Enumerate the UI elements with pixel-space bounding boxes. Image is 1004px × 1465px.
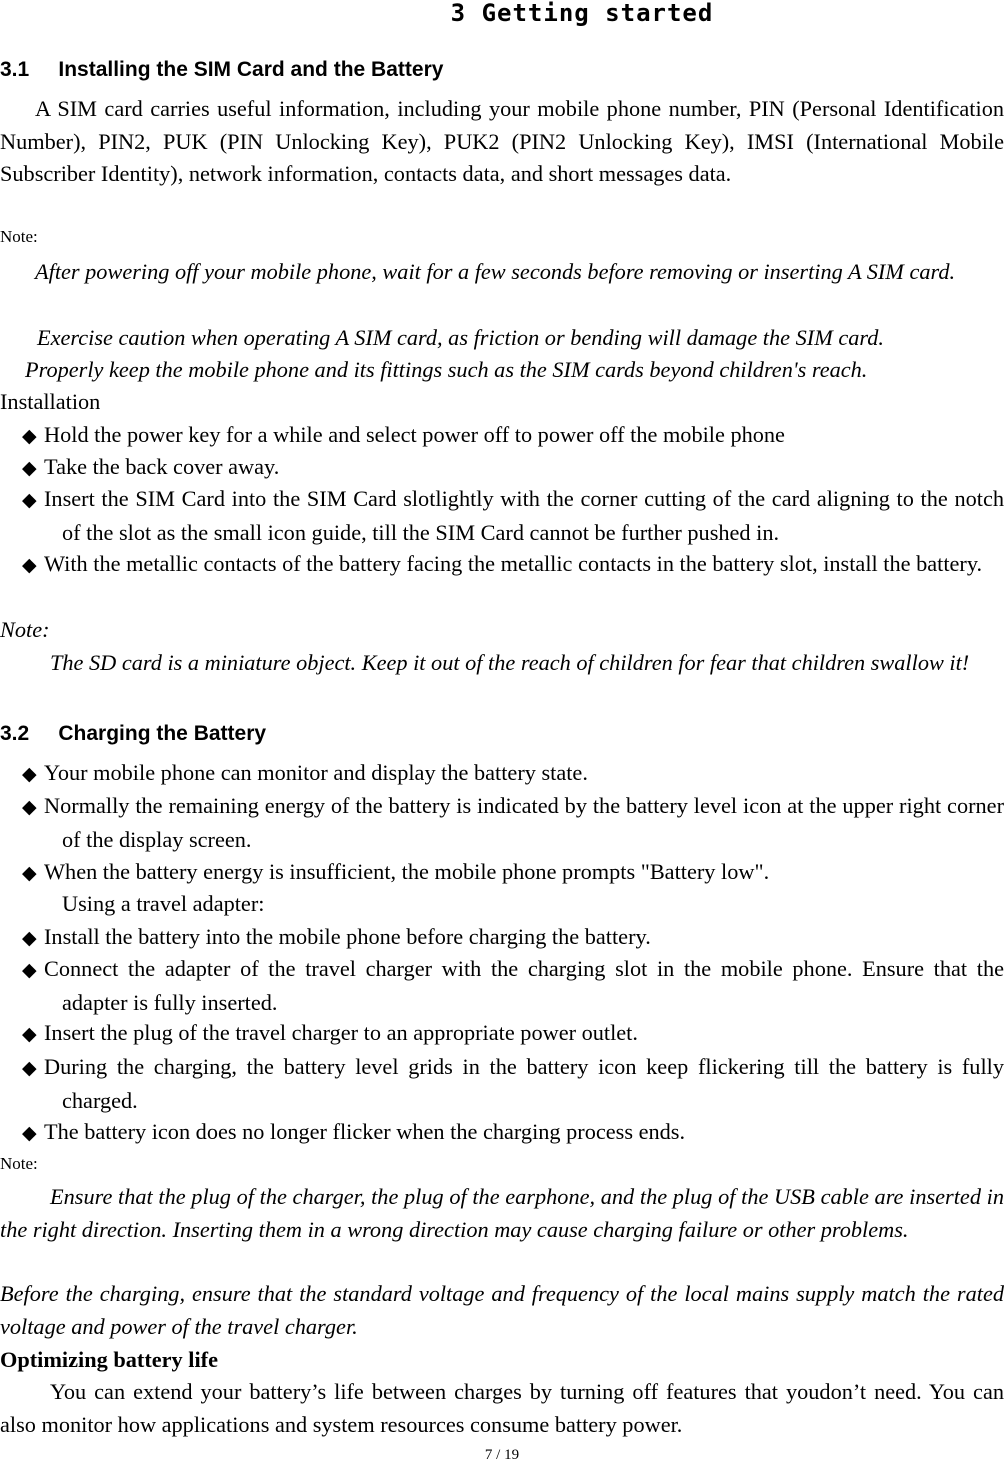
optimizing-paragraph: You can extend your battery’s life between charges by turning off features that youdon’t need. You can also monitor how applications and system resources consume battery power. xyxy=(0,1379,1004,1437)
diamond-bullet-icon: ◆ xyxy=(22,796,37,818)
voltage-note: Before the charging, ensure that the standard voltage and frequency of the local mains supply match the rated voltage and power of the travel charger. xyxy=(0,1281,1004,1339)
diamond-bullet-icon: ◆ xyxy=(22,1023,37,1045)
install-step: ◆ Take the back cover away. xyxy=(22,451,1004,485)
note2-label: Note: xyxy=(0,617,50,642)
note-item: Properly keep the mobile phone and its fittings such as the SIM cards beyond children's reach. xyxy=(25,357,868,382)
charging-point: ◆ Normally the remaining energy of the battery is indicated by the battery level icon at the upper right corner of the display screen. xyxy=(22,793,1004,852)
diamond-bullet-icon: ◆ xyxy=(22,554,37,576)
adapter-step: ◆ Install the battery into the mobile phone before charging the battery. xyxy=(22,921,1004,955)
sim-intro-paragraph: A SIM card carries useful information, including your mobile phone number, PIN (Personal Identification Number), PIN2, PUK (PIN Unlocking Key), PUK2 (PIN2 Unlocking Key), IMSI (International Mobile Subscriber Identity), network information, contacts data, and short messages data. xyxy=(0,96,1004,186)
install-step: ◆ With the metallic contacts of the battery facing the metallic contacts in the battery slot, install the battery. xyxy=(22,548,1004,582)
section-3-2-heading: 3.2 Charging the Battery xyxy=(0,722,267,745)
note-label: Note: xyxy=(0,227,38,246)
sd-card-note: The SD card is a miniature object. Keep it out of the reach of children for fear that children swallow it! xyxy=(50,650,970,675)
diamond-bullet-icon: ◆ xyxy=(22,457,37,479)
diamond-bullet-icon: ◆ xyxy=(22,1122,37,1144)
diamond-bullet-icon: ◆ xyxy=(22,489,37,511)
charging-point: ◆ Your mobile phone can monitor and display the battery state. xyxy=(22,757,1004,791)
chapter-title: 3 Getting started xyxy=(450,0,714,27)
note-item: After powering off your mobile phone, wait for a few seconds before removing or inserting A SIM card. xyxy=(35,259,956,284)
diamond-bullet-icon: ◆ xyxy=(22,959,37,981)
travel-adapter-label: Using a travel adapter: xyxy=(62,891,265,916)
installation-label: Installation xyxy=(0,389,101,414)
adapter-step: ◆ During the charging, the battery level grids in the battery icon keep flickering till the battery is fully charged. xyxy=(22,1054,1004,1113)
charging-point: ◆ When the battery energy is insufficient, the mobile phone prompts "Battery low". xyxy=(22,856,1004,890)
optimizing-heading: Optimizing battery life xyxy=(0,1347,218,1372)
note-label: Note: xyxy=(0,1154,38,1173)
diamond-bullet-icon: ◆ xyxy=(22,862,37,884)
install-step: ◆ Hold the power key for a while and select power off to power off the mobile phone xyxy=(22,419,1004,453)
diamond-bullet-icon: ◆ xyxy=(22,425,37,447)
install-step: ◆ Insert the SIM Card into the SIM Card slotlightly with the corner cutting of the card aligning to the notch of the slot as the small icon guide, till the SIM Card cannot be further pushed in. xyxy=(22,486,1004,545)
plug-direction-note: Ensure that the plug of the charger, the plug of the earphone, and the plug of the USB cable are inserted in the right direction. Inserting them in a wrong direction may cause charging failure or other problems. xyxy=(0,1184,1004,1242)
adapter-step: ◆ Connect the adapter of the travel charger with the charging slot in the mobile phone. Ensure that the adapter is fully inserted. xyxy=(22,956,1004,1015)
adapter-step: ◆ The battery icon does no longer flicker when the charging process ends. xyxy=(22,1116,1004,1150)
note-item: Exercise caution when operating A SIM card, as friction or bending will damage the SIM card. xyxy=(37,325,884,350)
diamond-bullet-icon: ◆ xyxy=(22,927,37,949)
diamond-bullet-icon: ◆ xyxy=(22,763,37,785)
page-number: 7 / 19 xyxy=(484,1447,520,1463)
section-3-1-heading: 3.1 Installing the SIM Card and the Battery xyxy=(0,58,444,81)
adapter-step: ◆ Insert the plug of the travel charger to an appropriate power outlet. xyxy=(22,1017,1004,1051)
diamond-bullet-icon: ◆ xyxy=(22,1057,37,1079)
